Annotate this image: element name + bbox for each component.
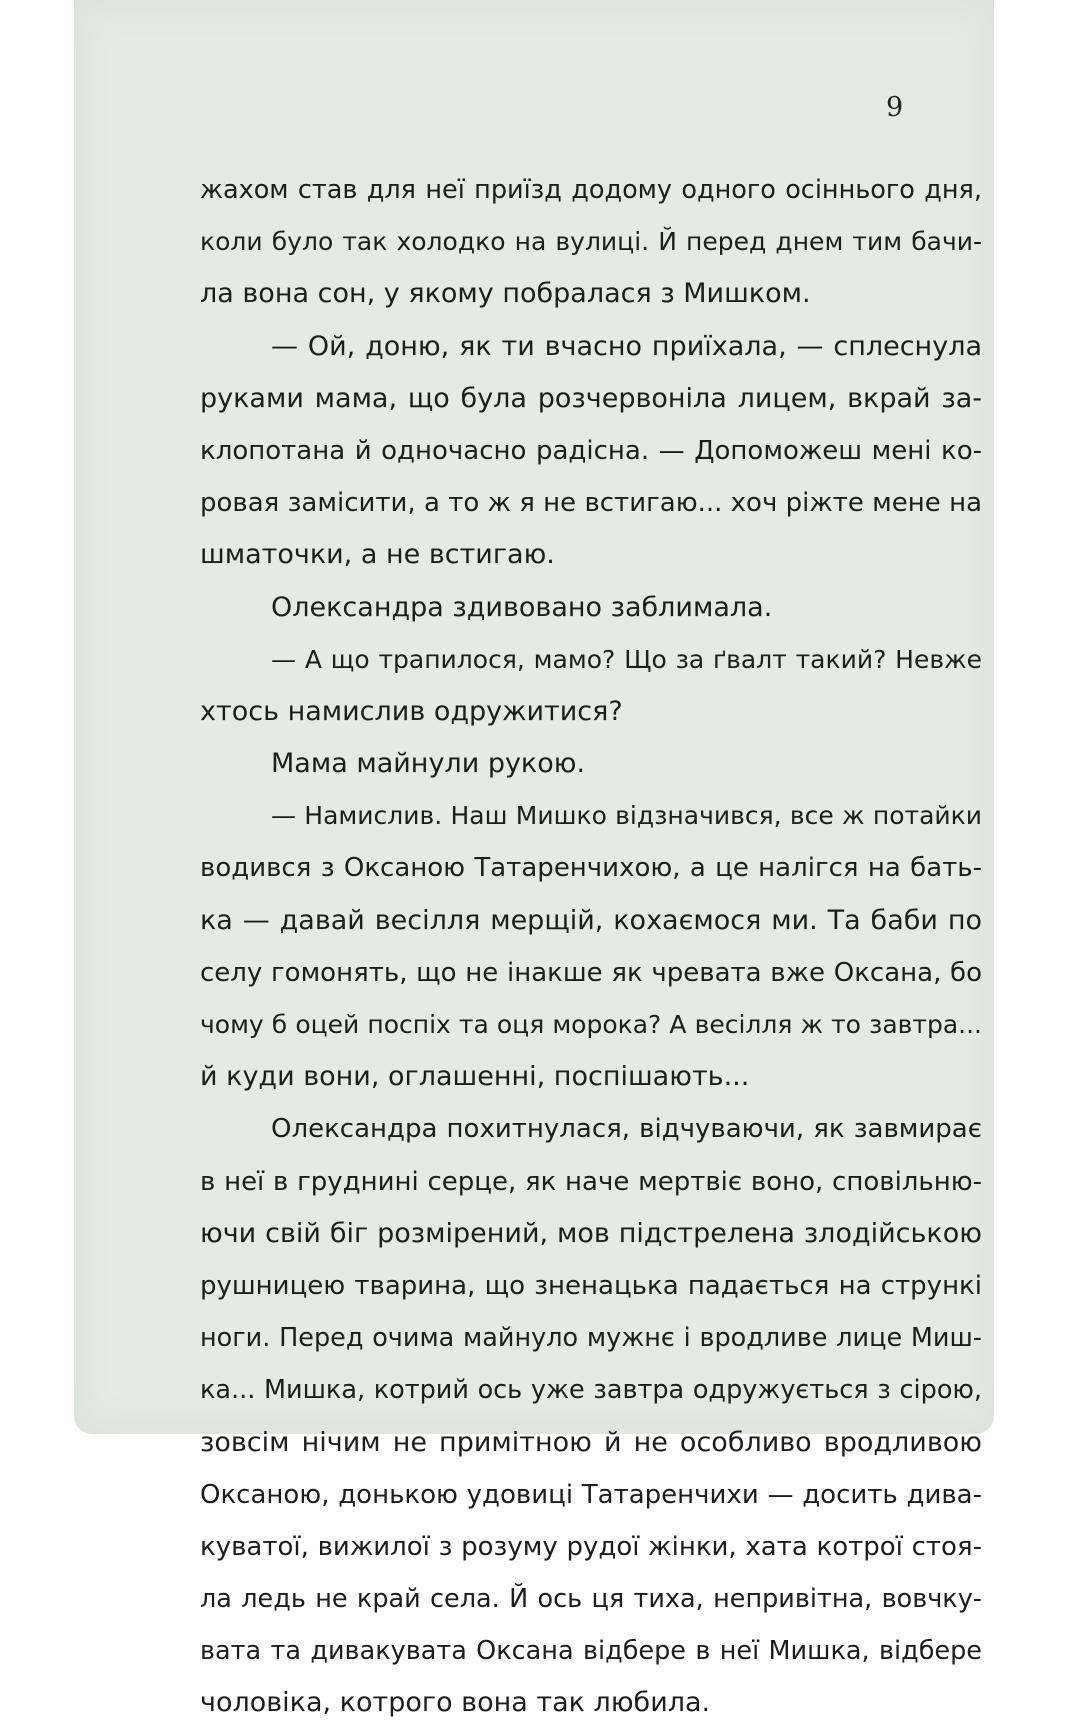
text-line: шматочки, а не встигаю. — [200, 539, 555, 571]
text-line: зовсім нічим не примітною й не особливо вродливою — [200, 1426, 982, 1458]
text-line: — А що трапилося, мамо? Що за ґвалт такий? Невже — [271, 644, 982, 674]
text-line: Оксаною, донькою удовиці Татаренчихи — досить дива- — [200, 1479, 982, 1510]
text-line: рушницею тварина, що зненацька падається на стрункі — [200, 1270, 982, 1301]
page-number: 9 — [886, 92, 904, 123]
text-line: селу гомонять, що не інакше як чревата вже Оксана, бо — [200, 957, 982, 988]
text-line: клопотана й одночасно радісна. — Допоможеш мені ко- — [200, 435, 982, 466]
page-text — [200, 164, 982, 1730]
text-line: ровая замісити, а то ж я не встигаю... хоч ріжте мене на — [200, 488, 982, 519]
text-line: ючи свій біг розмірений, мов підстрелена злодійською — [200, 1217, 982, 1249]
text-line: вата та дивакувата Оксана відбере в неї Мишка, відбере — [200, 1636, 982, 1667]
book-page — [74, 0, 994, 1719]
text-line: водився з Оксаною Татаренчихою, а це налігся на бать- — [200, 853, 982, 884]
text-line: Олександра похитнулася, відчуваючи, як завмирає — [271, 1114, 982, 1145]
text-line: — Намислив. Наш Мишко відзначився, все ж потайки — [271, 801, 982, 831]
text-line: й куди вони, оглашенні, поспішають... — [200, 1061, 750, 1093]
text-line: Олександра здивовано заблимала. — [271, 591, 773, 623]
text-line: ка — давай весілля мерщій, кохаємося ми. Та баби по — [200, 904, 982, 936]
text-line: в неї в груднині серце, як наче мертвіє воно, сповільню- — [200, 1166, 982, 1197]
text-line: ноги. Перед очима майнуло мужнє і вродливе лице Миш- — [200, 1323, 982, 1354]
text-line: чоловіка, котрого вона так любила. — [200, 1687, 711, 1719]
text-line: чому б оцей поспіх та оця морока? А весілля ж то завтра... — [200, 1010, 982, 1039]
text-line: — Ой, доню, як ти вчасно приїхала, — сплеснула — [271, 330, 982, 362]
text-line: куватої, вижилої з розуму рудої жінки, хата котрої стоя- — [200, 1531, 982, 1562]
text-line: ла вона сон, у якому побралася з Мишком. — [200, 278, 811, 310]
text-line: Мама майнули рукою. — [271, 748, 586, 780]
text-line: ла ледь не край села. Й ось ця тиха, непривітна, вовчку- — [200, 1584, 982, 1615]
text-line: руками мама, що була розчервоніла лицем, вкрай за- — [200, 382, 982, 414]
text-line: ка... Мишка, котрий ось уже завтра одружується з сірою, — [200, 1375, 982, 1406]
text-line: коли було так холодко на вулиці. Й перед днем тим бачи- — [200, 227, 982, 257]
text-line: хтось намислив одружитися? — [200, 695, 623, 727]
text-line: жахом став для неї приїзд додому одного осіннього дня, — [200, 175, 982, 205]
